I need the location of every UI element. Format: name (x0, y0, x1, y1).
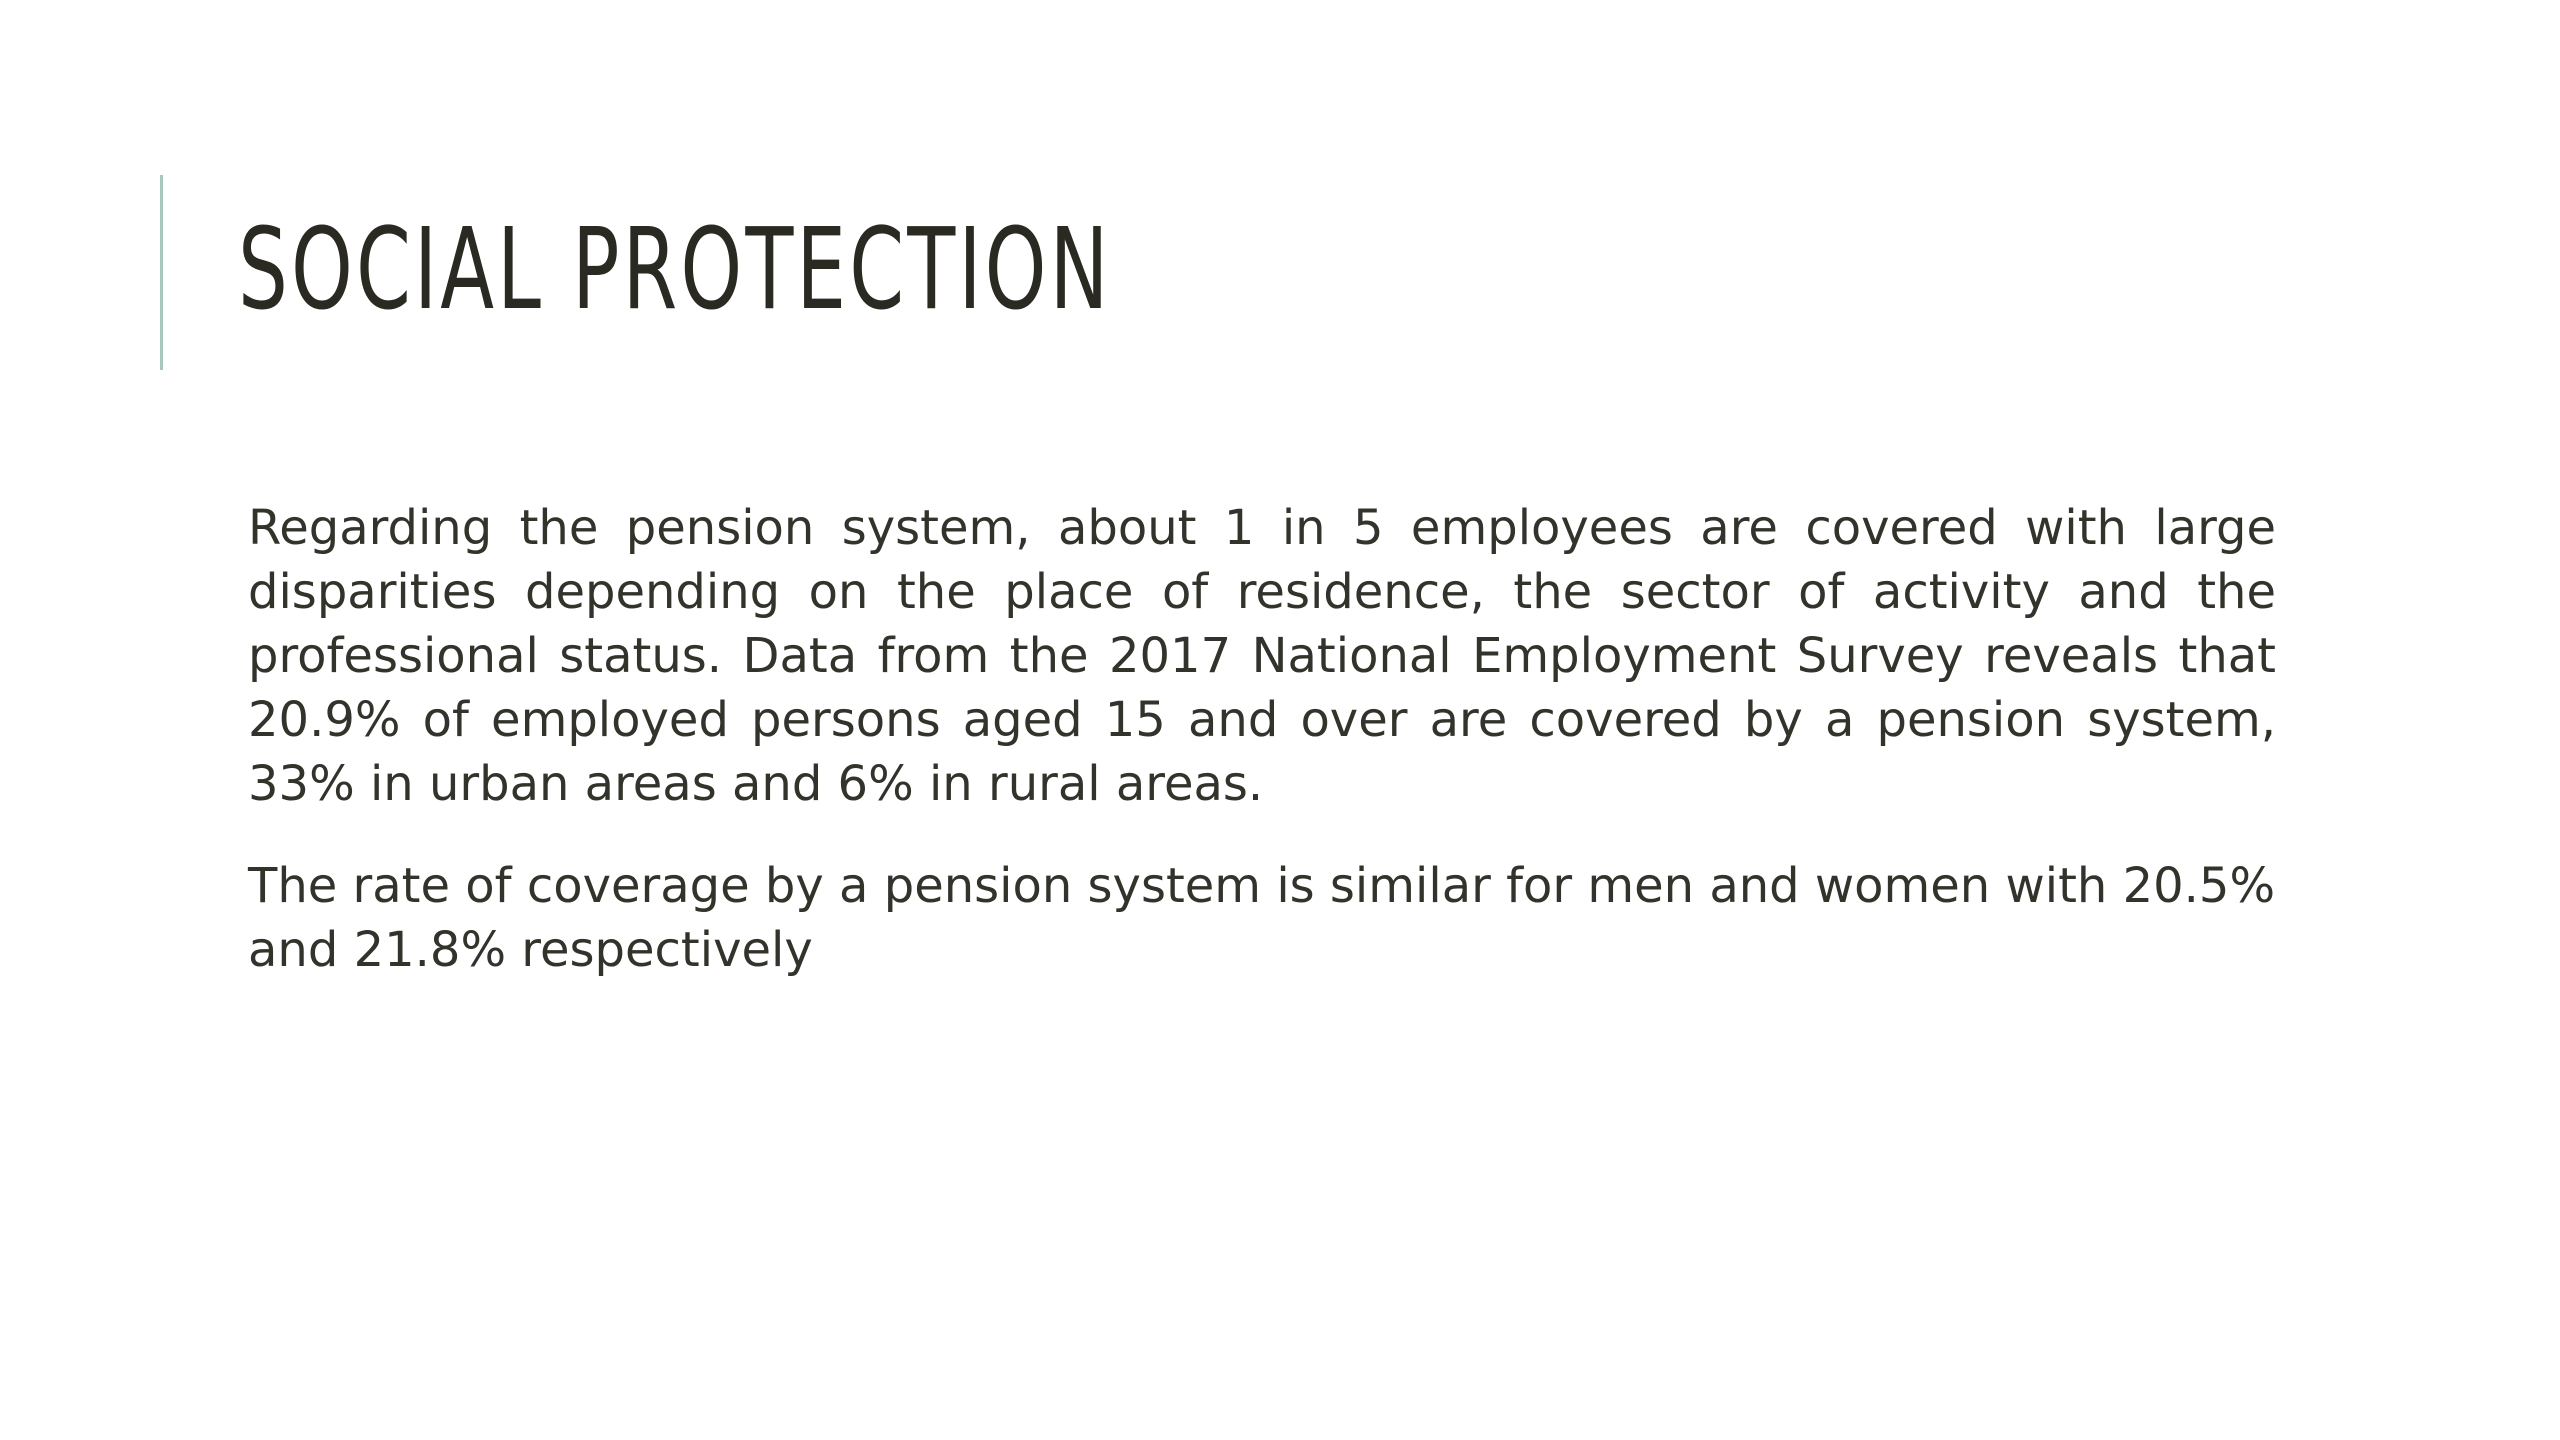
slide-title: SOCIAL PROTECTION (238, 205, 1112, 335)
body-paragraph-pension-system: Regarding the pension system, about 1 in 5 employees are covered with large disparities depending on the place of residence, the sector of activity and the professional status. Data from the 2017 National Employment Survey reveals that 20.9% of employed persons aged 15 and over are covered by a pension system, 33% in urban areas and 6% in rural areas. (248, 500, 2276, 812)
title-accent-bar (160, 175, 163, 370)
slide-body (248, 496, 2276, 1020)
body-paragraph-coverage-rate: The rate of coverage by a pension system is similar for men and women with 20.5% and 21.8% respectively (248, 858, 2276, 978)
